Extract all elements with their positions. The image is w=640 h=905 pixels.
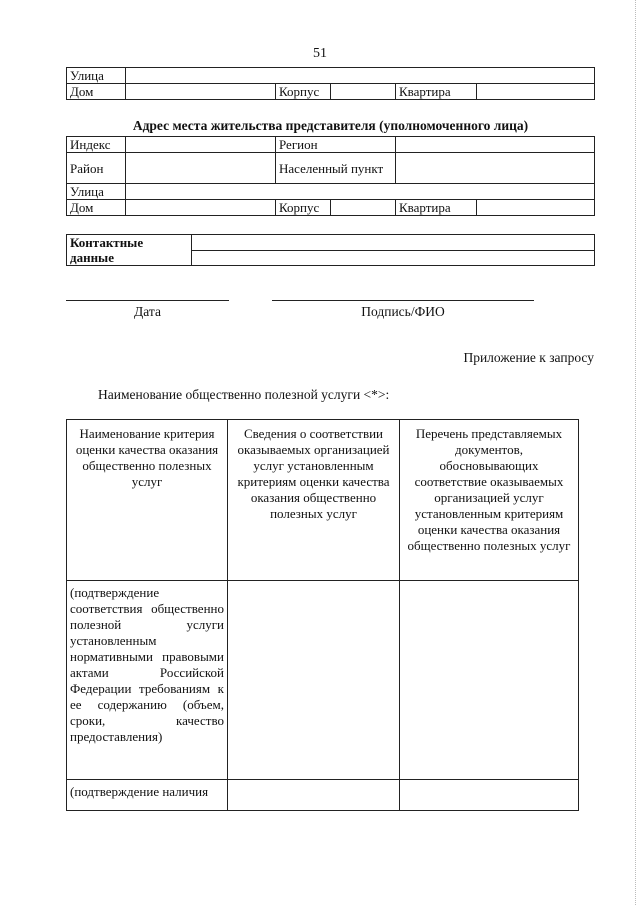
- service-name-label: Наименование общественно полезной услуги <*>:: [98, 387, 390, 402]
- contacts-label: Контактные данные: [67, 235, 192, 266]
- appendix-title: Приложение к запросу: [463, 350, 594, 365]
- row-criterion-1: (подтверждение соответствия общественно полезной услуги установленным нормативными правовыми актами Российской Федерации требованиям к ее содержанию (объем, сроки, качество предоставления): [67, 581, 228, 780]
- region-field[interactable]: [396, 137, 595, 153]
- apartment-label: Квартира: [396, 200, 477, 216]
- apartment-label: Квартира: [396, 84, 477, 100]
- street-label: Улица: [67, 184, 126, 200]
- house-label: Дом: [67, 84, 126, 100]
- signature-label: Подпись/ФИО: [361, 304, 445, 319]
- page-number: 51: [313, 46, 327, 61]
- building-field[interactable]: [331, 84, 396, 100]
- settlement-label: Населенный пункт: [276, 153, 396, 184]
- building-label: Корпус: [276, 200, 331, 216]
- row-documents-1[interactable]: [400, 581, 579, 780]
- contacts-table: [66, 234, 595, 266]
- building-field[interactable]: [331, 200, 396, 216]
- contacts-field-1[interactable]: [192, 235, 595, 251]
- apartment-field[interactable]: [477, 200, 595, 216]
- representative-address-table: [66, 136, 595, 216]
- street-label: Улица: [67, 68, 126, 84]
- criteria-table: [66, 419, 579, 811]
- street-field[interactable]: [126, 68, 595, 84]
- page-edge: [634, 0, 636, 905]
- date-line[interactable]: [66, 300, 229, 301]
- house-field[interactable]: [126, 200, 276, 216]
- index-label: Индекс: [67, 137, 126, 153]
- address-table-top: [66, 67, 595, 100]
- header-documents: Перечень представляемых документов, обосновывающих соответствие оказываемых организацией услуг установленным критериям оценки качества оказания общественно полезных услуг: [400, 420, 579, 581]
- apartment-field[interactable]: [477, 84, 595, 100]
- header-criterion: Наименование критерия оценки качества оказания общественно полезных услуг: [67, 420, 228, 581]
- building-label: Корпус: [276, 84, 331, 100]
- district-field[interactable]: [126, 153, 276, 184]
- house-label: Дом: [67, 200, 126, 216]
- settlement-field[interactable]: [396, 153, 595, 184]
- row-documents-2[interactable]: [400, 780, 579, 811]
- index-field[interactable]: [126, 137, 276, 153]
- row-compliance-1[interactable]: [228, 581, 400, 780]
- date-label: Дата: [134, 304, 161, 319]
- signature-line[interactable]: [272, 300, 534, 301]
- house-field[interactable]: [126, 84, 276, 100]
- header-compliance: Сведения о соответствии оказываемых организацией услуг установленным критериям оценки качества оказания общественно полезных услуг: [228, 420, 400, 581]
- representative-heading: Адрес места жительства представителя (уполномоченного лица): [132, 118, 529, 133]
- contacts-field-2[interactable]: [192, 250, 595, 266]
- row-compliance-2[interactable]: [228, 780, 400, 811]
- district-label: Район: [67, 153, 126, 184]
- region-label: Регион: [276, 137, 396, 153]
- street-field[interactable]: [126, 184, 595, 200]
- row-criterion-2: (подтверждение наличия: [67, 780, 228, 811]
